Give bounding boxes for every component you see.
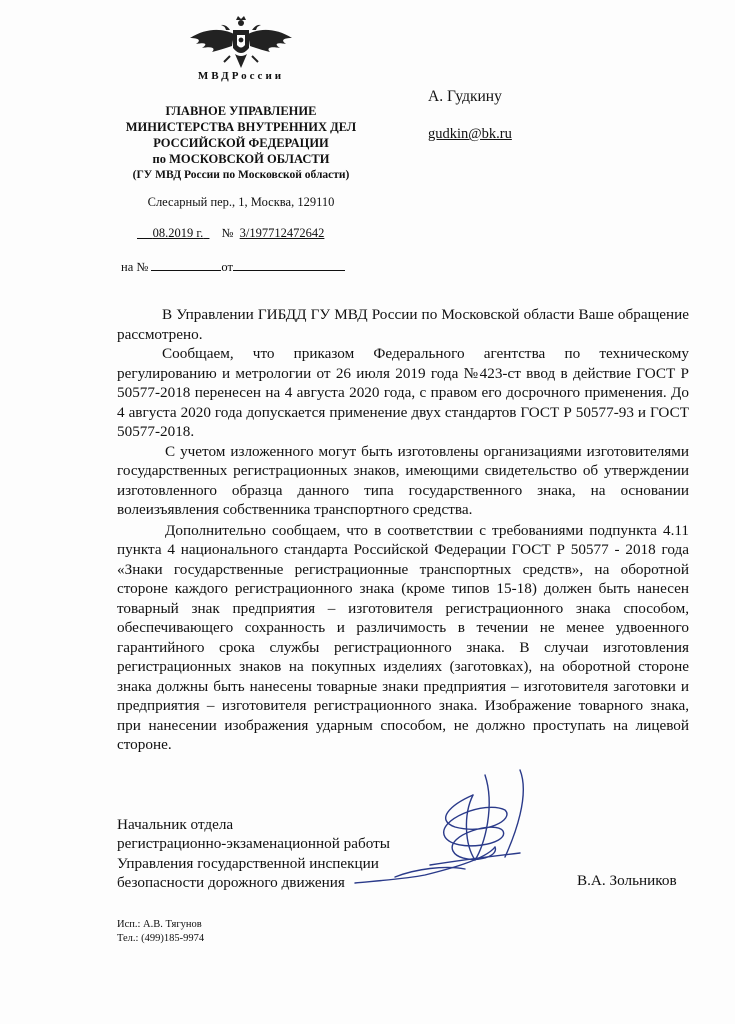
signer-name: В.А. Зольников xyxy=(577,872,677,889)
body-paragraph: Дополнительно сообщаем, что в соответствии с требованиями подпункта 4.11 пункта 4 национального стандарта Российской Федерации ГОСТ Р 50577 - 2018 года «Знаки государственные регистрационные транспортных средств», на оборотной стороне каждого регистрационного знака (кроме типов 15-18) должен быть нанесен товарный знак предприятия – изготовителя регистрационного знака способом, обеспечивающего сохранность и различимость в течении не менее удвоенного гарантийного срока службы регистрационного знака. В случаи изготовления регистрационных знаков на покупных изделиях (заготовках), на оборотной стороне знака должны быть нанесены товарные знаки предприятия – изготовителя заготовки и предприятия – изготовителя регистрационного знака. Изображение товарного знака, при нанесении изображения ударным способом, не должно проступать на лицевой стороне. xyxy=(117,521,689,753)
ref-number-blank xyxy=(151,259,221,271)
signer-title-line: Начальник отдела xyxy=(117,816,234,833)
signer-title-line: безопасности дорожного движения xyxy=(117,873,345,891)
recipient-email[interactable]: gudkin@bk.ru xyxy=(428,126,512,142)
letter-number: 3/197712472642 xyxy=(239,226,325,240)
ref-date-blank xyxy=(233,259,345,271)
executor-name: Исп.: А.В. Тягунов xyxy=(117,919,202,930)
org-line: РОССИЙСКОЙ ФЕДЕРАЦИИ xyxy=(153,136,329,150)
body-paragraph: Сообщаем, что приказом Федерального агентства по техническому регулированию и метрологии от 26 июля 2019 года №423-ст ввод в действие ГОСТ Р 50577-2018 перенесен на 4 августа 2020 года, с правом его досрочного применения. До 4 августа 2020 года допускается применение двух стандартов ГОСТ Р 50577-93 и ГОСТ 50577-2018. xyxy=(117,345,689,440)
signer-title-line: регистрационно-экзаменационной работы xyxy=(117,835,390,853)
registration-line xyxy=(137,226,324,241)
double-headed-eagle-emblem-icon xyxy=(186,14,296,70)
handwritten-signature xyxy=(335,765,545,895)
number-label: № xyxy=(221,226,234,240)
org-line: ГЛАВНОЕ УПРАВЛЕНИЕ xyxy=(165,104,317,118)
executor-info xyxy=(117,918,204,946)
executor-phone: Тел.: (499)185-9974 xyxy=(117,933,205,944)
organization-name xyxy=(100,103,382,183)
org-line: (ГУ МВД России по Московской области) xyxy=(132,169,350,181)
signer-title-line: Управления государственной инспекции xyxy=(117,854,379,872)
body-paragraph: С учетом изложенного могут быть изготовлены организациями изготовителями государственных регистрационных знаков, имеющими свидетельство об утверждении изготовленного образца данного типа государственного знака, на основании волеизъявления собственника транспортного средства. xyxy=(117,442,689,518)
emblem-caption: МВДРоссии xyxy=(197,70,285,82)
ref-from-label: от xyxy=(221,260,233,274)
reference-line xyxy=(121,259,345,275)
org-line: по МОСКОВСКОЙ ОБЛАСТИ xyxy=(152,152,330,166)
ref-label: на № xyxy=(121,260,149,274)
org-address: Слесарный пер., 1, Москва, 129110 xyxy=(147,195,335,209)
letter-body xyxy=(117,305,689,755)
recipient-name: А. Гудкину xyxy=(428,88,502,105)
org-line: МИНИСТЕРСТВА ВНУТРЕННИХ ДЕЛ xyxy=(125,120,357,134)
letter-date: 08.2019 г. xyxy=(152,226,204,240)
body-paragraph: В Управлении ГИБДД ГУ МВД России по Московской области Ваше обращение рассмотрено. xyxy=(117,306,689,343)
